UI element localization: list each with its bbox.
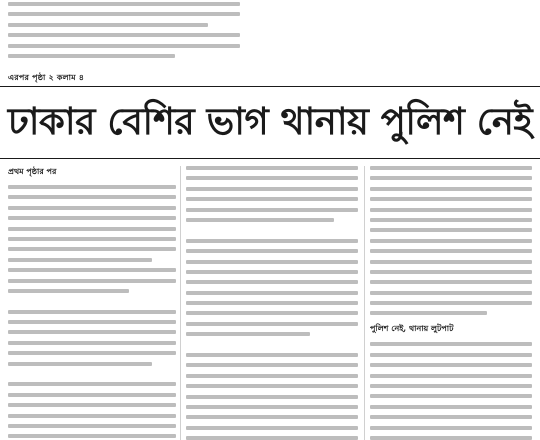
article-column-middle <box>186 166 358 440</box>
column-divider <box>180 166 181 440</box>
article-column-left <box>8 166 176 440</box>
column-divider <box>364 166 365 440</box>
body-text-placeholder <box>370 342 532 440</box>
body-text-placeholder <box>186 166 358 440</box>
page-headline: ঢাকার বেশির ভাগ থানায় পুলিশ নেই <box>7 98 533 143</box>
body-text-placeholder <box>8 185 176 440</box>
continuation-note: এরপর পৃষ্ঠা ২ কলাম ৪ <box>8 72 85 82</box>
body-text-placeholder <box>8 2 240 58</box>
continued-from-label: প্রথম পৃষ্ঠার পর <box>8 166 57 176</box>
previous-article-snippet <box>0 0 240 60</box>
article-column-right <box>370 166 532 440</box>
section-subheading: পুলিশ নেই, থানায় লুটপাট <box>370 323 454 334</box>
top-rule <box>0 86 540 87</box>
bottom-rule <box>0 158 540 159</box>
body-text-placeholder <box>370 166 532 315</box>
